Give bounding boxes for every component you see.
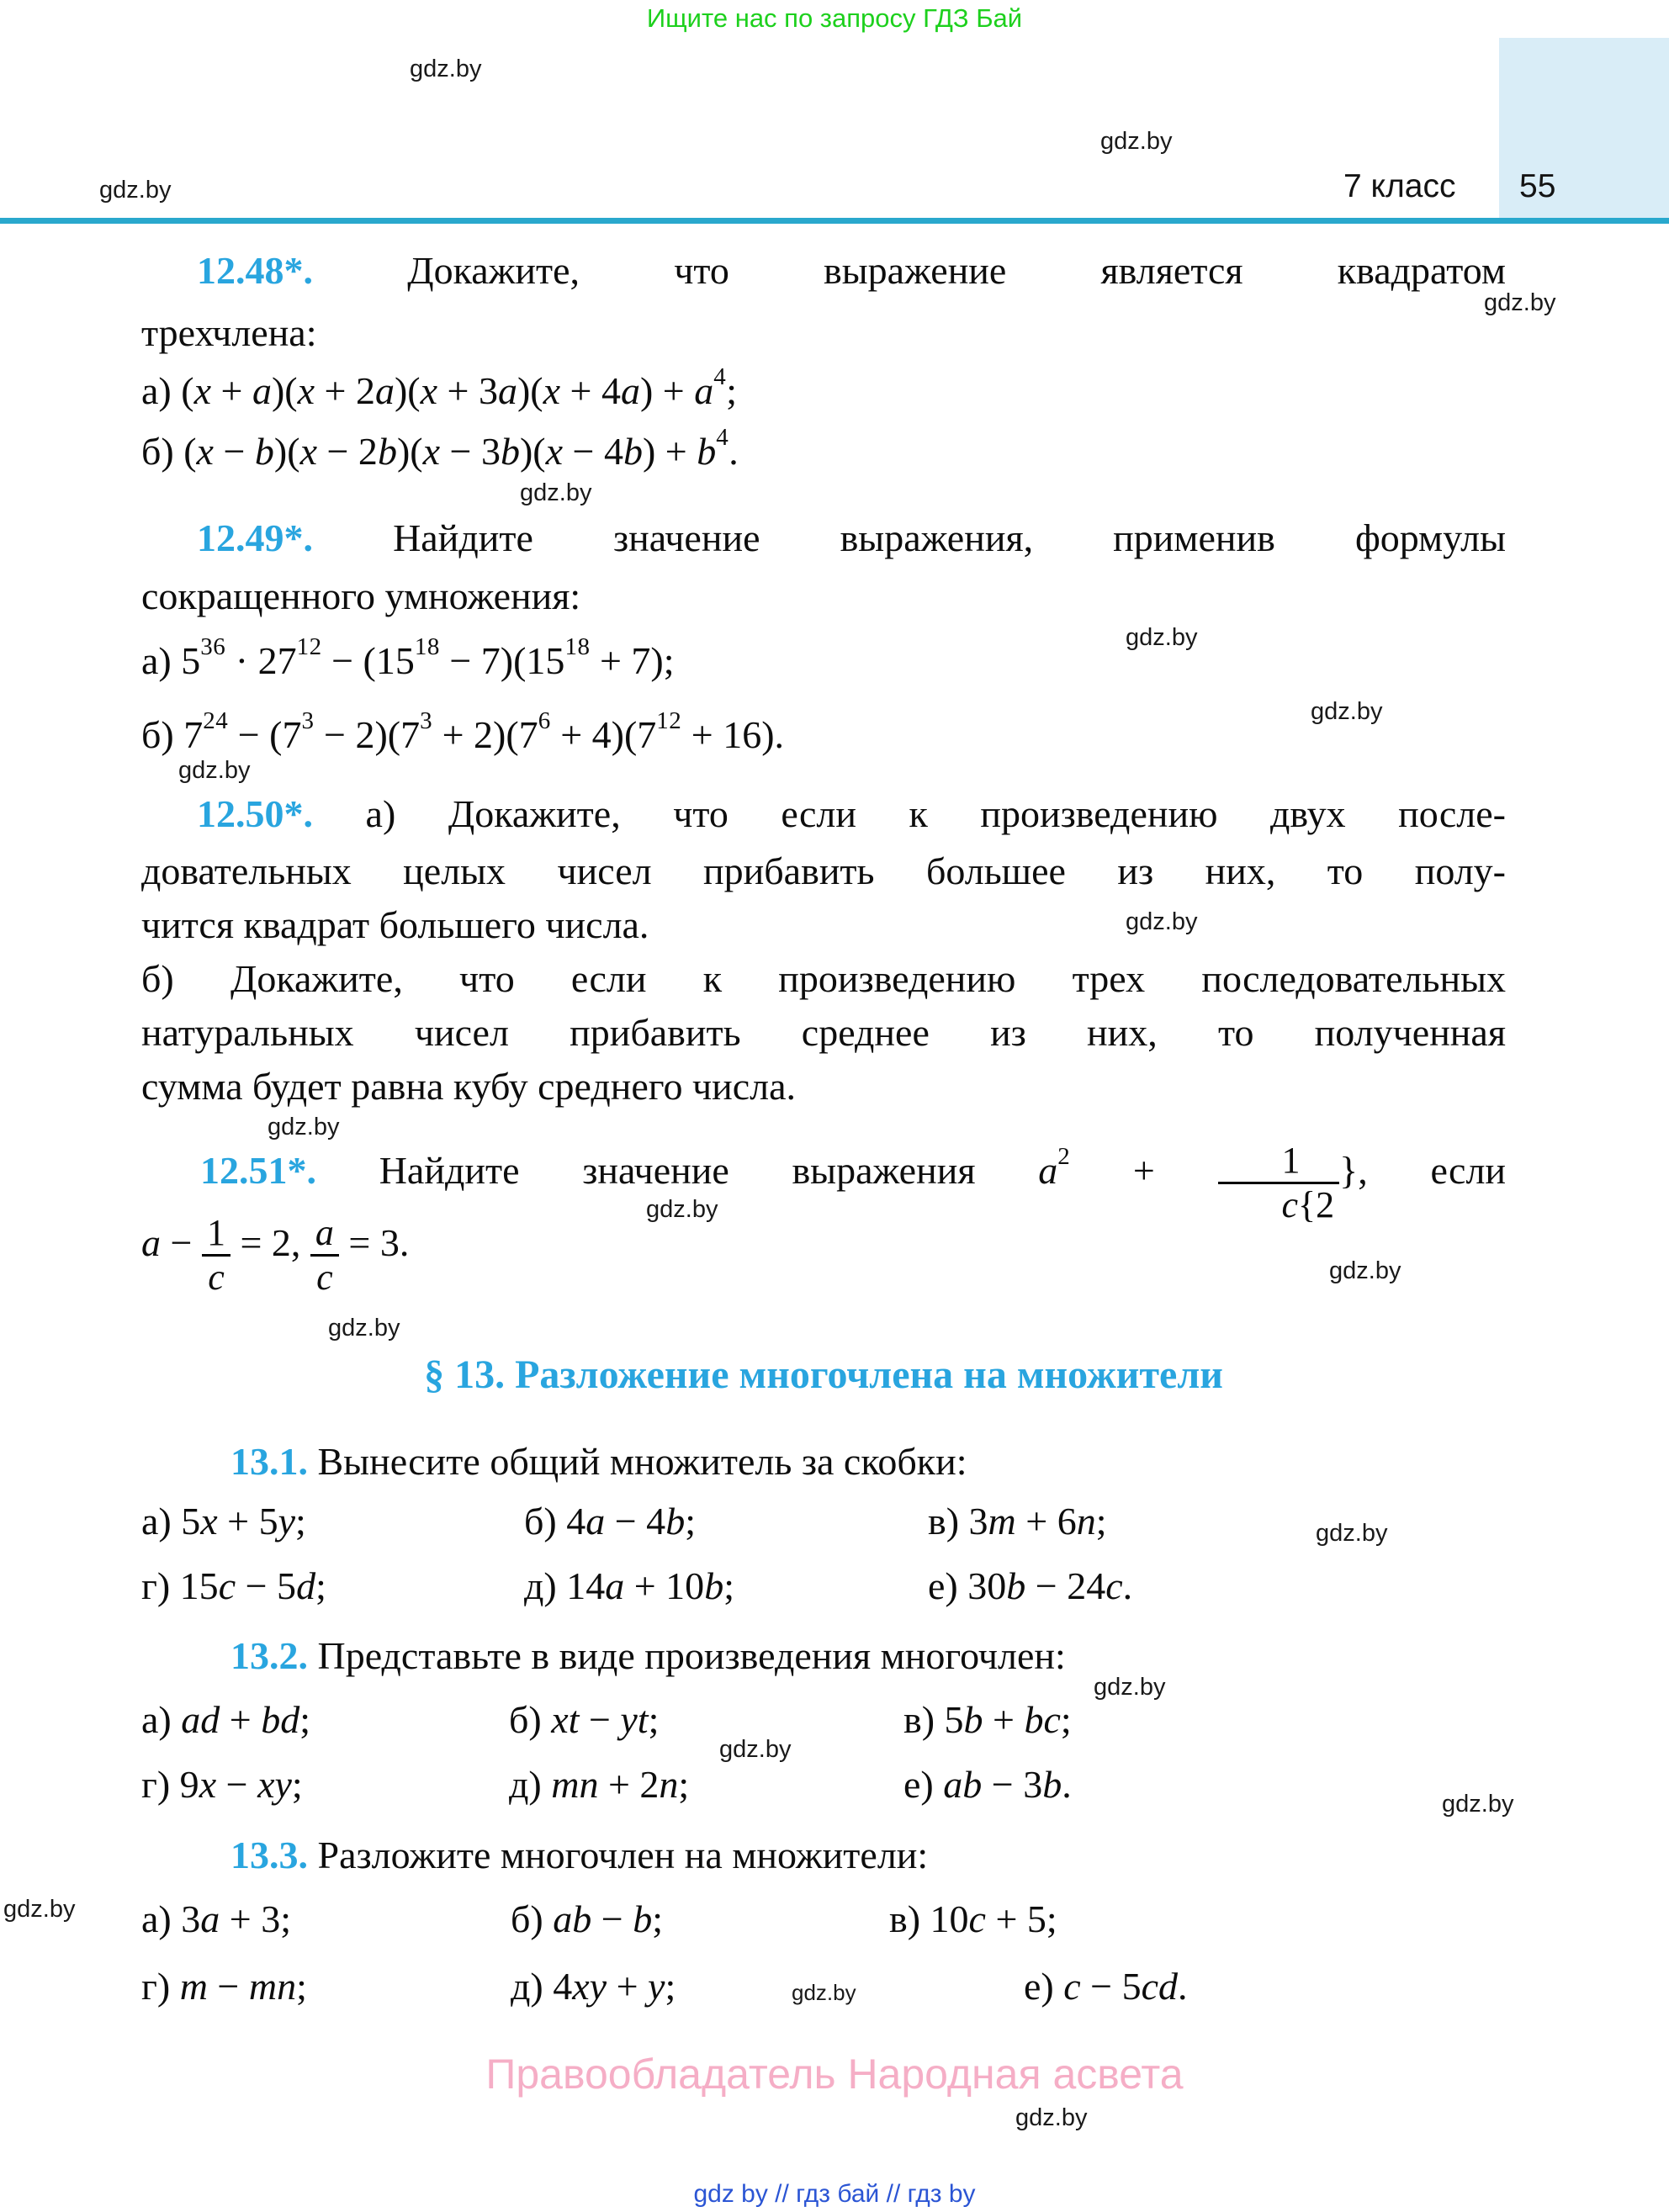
- problem-12-50-line2: довательных целых чисел прибавить большее из них, то полу-: [141, 849, 1506, 892]
- problem-text: Разложите многочлен на множители:: [317, 1834, 929, 1876]
- footer-links[interactable]: gdz by // гдз бай // гдз by: [693, 2180, 976, 2208]
- list-item: б) 4a − 4b;: [524, 1500, 696, 1543]
- gdz-watermark: gdz.by: [520, 479, 592, 506]
- section-title: § 13. Разложение многочлена на множители: [424, 1352, 1223, 1397]
- problem-number: 12.50*.: [197, 792, 313, 835]
- problem-text: если: [1430, 1149, 1507, 1192]
- problem-text: а) Докажите, что если к произведению двух после-: [365, 792, 1506, 835]
- list-item: б) xt − yt;: [509, 1698, 660, 1741]
- gdz-watermark: gdz.by: [1329, 1257, 1401, 1284]
- problem-number: 13.3.: [230, 1834, 308, 1876]
- list-item: а) 5x + 5y;: [141, 1500, 306, 1543]
- problem-number: 12.48*.: [197, 249, 313, 292]
- list-item: а) 3a + 3;: [141, 1897, 291, 1940]
- problem-12-50-line3: чится квадрат большего числа.: [141, 903, 649, 946]
- problem-12-48-item-a: а) $(x + a)(x + 2a)(x + 3a)(x + 4a) + a^4$;: [141, 363, 738, 412]
- gdz-watermark: gdz.by: [646, 1196, 718, 1223]
- problem-13-2-title: [141, 1633, 1506, 1680]
- list-item: в) 3m + 6n;: [928, 1500, 1107, 1543]
- problem-12-50-line1: [141, 791, 1506, 838]
- list-item: б) ab − b;: [511, 1897, 663, 1940]
- problem-number: 12.49*.: [197, 516, 313, 559]
- list-item: г) 15c − 5d;: [141, 1564, 326, 1607]
- list-item: е) ab − 3b.: [903, 1763, 1072, 1806]
- problem-13-1-row2: [141, 1564, 1506, 1614]
- problem-12-49-line1: [141, 515, 1506, 562]
- problem-13-3-title: [141, 1832, 1506, 1879]
- gdz-watermark: gdz.by: [1316, 1520, 1388, 1547]
- problem-number: 13.1.: [230, 1440, 308, 1483]
- list-item: г) 9x − xy;: [141, 1763, 303, 1806]
- problem-12-50-line5: натуральных чисел прибавить среднее из них, то полученная: [141, 1011, 1506, 1054]
- problem-12-48-line1: [141, 247, 1506, 294]
- list-item: е) 30b − 24c.: [928, 1564, 1133, 1607]
- list-item: д) 4xy + y;: [511, 1965, 676, 2008]
- gdz-watermark: gdz.by: [1100, 128, 1173, 155]
- problem-12-49-line2: сокращенного умножения:: [141, 574, 581, 617]
- problem-12-48-item-b: б) $(x - b)(x - 2b)(x - 3b)(x - 4b) + b^4$.: [141, 424, 739, 473]
- gdz-watermark: gdz.by: [1442, 1791, 1514, 1818]
- problem-13-3-row2: [141, 1964, 1506, 2014]
- problem-12-50-line6: сумма будет равна кубу среднего числа.: [141, 1065, 797, 1108]
- grade-label: 7 класс: [1343, 168, 1456, 204]
- gdz-watermark: gdz.by: [328, 1315, 400, 1341]
- gdz-watermark: gdz.by: [178, 757, 251, 784]
- gdz-watermark: gdz.by: [268, 1114, 340, 1140]
- gdz-watermark: gdz.by: [1126, 624, 1198, 651]
- problem-text: Докажите, что выражение является квадратом: [407, 249, 1506, 292]
- gdz-watermark: gdz.by: [1094, 1674, 1166, 1701]
- problem-text: Вынесите общий множитель за скобки:: [317, 1440, 967, 1483]
- problem-text: Представьте в виде произведения многочлен:: [317, 1634, 1066, 1677]
- problem-12-50-line4: б) Докажите, что если к произведению трех последовательных: [141, 957, 1506, 1000]
- problem-12-49-item-b: б) $7^{24} - (7^3 - 2)(7^3 + 2)(7^6 + 4)(7^{12} + 16)$.: [141, 707, 785, 756]
- list-item: д) mn + 2n;: [509, 1763, 690, 1806]
- gdz-watermark: gdz.by: [410, 56, 482, 82]
- gdz-watermark: gdz.by: [1126, 908, 1198, 935]
- gdz-watermark: gdz.by: [792, 1980, 856, 2005]
- problem-13-3-row1: [141, 1897, 1506, 1947]
- problem-12-51-line1: [141, 1142, 1506, 1224]
- problem-12-51-line2: a − $\frac{1}{c}$ = 2, $\frac{a}{c}$ = 3.: [141, 1212, 410, 1298]
- list-item: г) m − mn;: [141, 1965, 307, 2008]
- gdz-watermark: gdz.by: [1311, 698, 1383, 725]
- list-item: в) 10c + 5;: [889, 1897, 1057, 1940]
- gdz-watermark: gdz.by: [3, 1896, 76, 1923]
- gdz-watermark: gdz.by: [1015, 2104, 1088, 2131]
- list-item: е) c − 5cd.: [1024, 1965, 1188, 2008]
- search-promo-banner: Ищите нас по запросу ГДЗ Бай: [646, 3, 1023, 33]
- gdz-watermark: gdz.by: [99, 177, 172, 204]
- list-item: а) ad + bd;: [141, 1698, 310, 1741]
- problem-expression: $a^2$ + $\frac{1}{c\{2}$ },: [1038, 1140, 1368, 1225]
- problem-number: 12.51*.: [200, 1149, 316, 1192]
- gdz-watermark: gdz.by: [1484, 289, 1556, 316]
- problem-13-2-row2: [141, 1762, 1506, 1812]
- problem-text: Найдите значение выражения: [379, 1149, 976, 1192]
- list-item: д) 14a + 10b;: [524, 1564, 734, 1607]
- problem-number: 13.2.: [230, 1634, 308, 1677]
- copyright-notice: Правообладатель Народная асвета: [485, 2051, 1184, 2098]
- page-number: 55: [1519, 168, 1556, 204]
- problem-13-1-title: [141, 1438, 1506, 1485]
- gdz-watermark: gdz.by: [719, 1736, 792, 1763]
- problem-text: Найдите значение выражения, применив формулы: [393, 516, 1507, 559]
- problem-12-49-item-a: а) $5^{36} \cdot 27^{12} - (15^{18} - 7)(15^{18} + 7)$;: [141, 633, 675, 682]
- header-rule: [0, 218, 1669, 224]
- list-item: в) 5b + bc;: [903, 1698, 1072, 1741]
- problem-12-48-line2: трехчлена:: [141, 311, 317, 354]
- problem-13-2-row1: [141, 1697, 1506, 1748]
- problem-13-1-row1: [141, 1499, 1506, 1549]
